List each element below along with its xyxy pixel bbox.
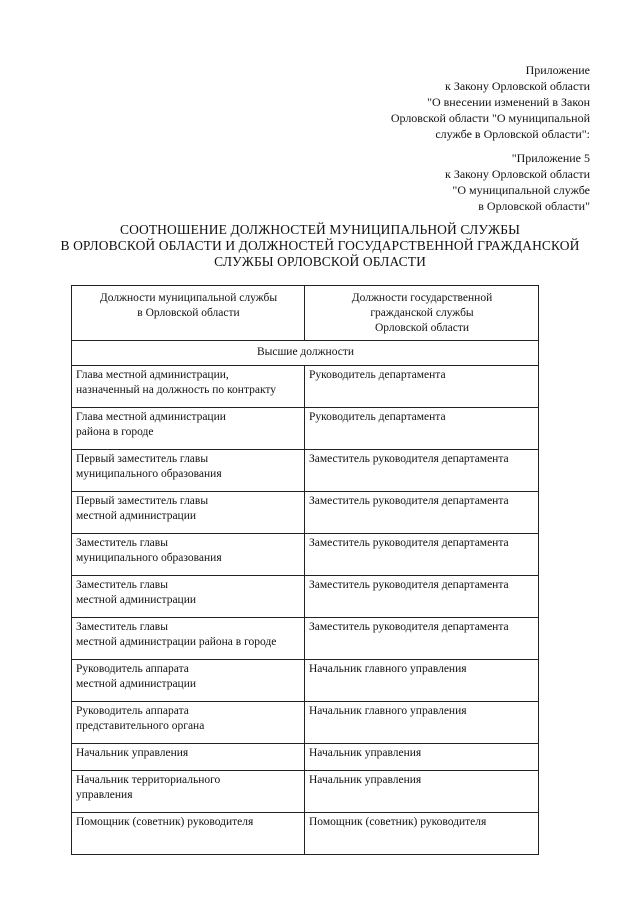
appendix5-header-line: к Закону Орловской области — [445, 167, 590, 181]
municipal-position-cell — [72, 660, 305, 702]
appendix5-header — [445, 150, 590, 214]
table-row — [72, 408, 539, 450]
appendix5-header-line: в Орловской области" — [478, 199, 590, 213]
cell-text: Заместитель руководителя департамента — [309, 453, 509, 465]
table-row — [72, 576, 539, 618]
state-position-cell — [305, 771, 539, 813]
header-line: Орловской области — [374, 322, 470, 334]
cell-text: района в городе — [76, 426, 154, 438]
cell-text: Заместитель руководителя департамента — [309, 495, 509, 507]
municipal-position-cell — [72, 408, 305, 450]
cell-text: Начальник управления — [309, 747, 422, 759]
cell-text: представительного органа — [76, 720, 205, 732]
cell-text: Начальник главного управления — [309, 705, 467, 717]
header-state-positions — [305, 286, 539, 341]
state-position-cell — [305, 618, 539, 660]
cell-text: Начальник управления — [76, 747, 189, 759]
state-position-cell — [305, 576, 539, 618]
cell-text: Начальник территориального — [76, 774, 221, 786]
appendix-header-line: Приложение — [525, 63, 590, 77]
state-position-cell — [305, 492, 539, 534]
cell-text: Первый заместитель главы — [76, 495, 209, 507]
state-position-cell — [305, 660, 539, 702]
header-line: в Орловской области — [137, 307, 240, 319]
cell-text: местной администрации района в городе — [76, 636, 277, 648]
cell-text: Заместитель главы — [76, 537, 168, 549]
municipal-position-cell — [72, 618, 305, 660]
table-row — [72, 618, 539, 660]
cell-text: местной администрации — [76, 594, 197, 606]
cell-text: Помощник (советник) руководителя — [76, 816, 254, 828]
document-title-line: В ОРЛОВСКОЙ ОБЛАСТИ И ДОЛЖНОСТЕЙ ГОСУДАРСТВЕННОЙ ГРАЖДАНСКОЙ — [60, 238, 580, 253]
municipal-position-cell — [72, 450, 305, 492]
cell-text: Глава местной администрации — [76, 411, 226, 423]
municipal-position-cell — [72, 576, 305, 618]
state-position-cell — [305, 534, 539, 576]
state-position-cell — [305, 408, 539, 450]
appendix-header-line: "О внесении изменений в Закон — [427, 95, 590, 109]
table-row — [72, 813, 539, 855]
cell-text: Глава местной администрации, — [76, 369, 229, 381]
table-row — [72, 534, 539, 576]
document-title-line: СЛУЖБЫ ОРЛОВСКОЙ ОБЛАСТИ — [214, 254, 426, 269]
cell-text: Начальник управления — [309, 774, 422, 786]
document-title — [40, 222, 600, 270]
appendix-header-line: к Закону Орловской области — [445, 79, 590, 93]
cell-text: Руководитель аппарата — [76, 705, 189, 717]
municipal-position-cell — [72, 813, 305, 855]
table-row — [72, 366, 539, 408]
table-row — [72, 660, 539, 702]
cell-text: Заместитель главы — [76, 579, 168, 591]
section-row — [72, 341, 539, 366]
table-header-row — [72, 286, 539, 341]
section-title: Высшие должности — [72, 341, 539, 366]
appendix-header-line: службе в Орловской области": — [435, 127, 590, 141]
appendix5-header-line: "О муниципальной службе — [452, 183, 590, 197]
cell-text: Руководитель аппарата — [76, 663, 189, 675]
cell-text: Первый заместитель главы — [76, 453, 209, 465]
cell-text: Начальник главного управления — [309, 663, 467, 675]
appendix5-header-line: "Приложение 5 — [511, 151, 590, 165]
table-row — [72, 744, 539, 771]
cell-text: управления — [76, 789, 133, 801]
header-municipal-positions — [72, 286, 305, 341]
municipal-position-cell — [72, 534, 305, 576]
state-position-cell — [305, 366, 539, 408]
cell-text: местной администрации — [76, 510, 197, 522]
appendix-header-line: Орловской области "О муниципальной — [390, 111, 590, 125]
cell-text: Заместитель главы — [76, 621, 168, 633]
cell-text: Заместитель руководителя департамента — [309, 579, 509, 591]
header-line: Должности государственной — [351, 292, 493, 304]
municipal-position-cell — [72, 702, 305, 744]
cell-text: Руководитель департамента — [309, 369, 446, 381]
municipal-position-cell — [72, 366, 305, 408]
state-position-cell — [305, 813, 539, 855]
document-title-line: СООТНОШЕНИЕ ДОЛЖНОСТЕЙ МУНИЦИПАЛЬНОЙ СЛУЖБЫ — [120, 222, 520, 237]
state-position-cell — [305, 744, 539, 771]
positions-correspondence-table — [71, 285, 539, 855]
table-row — [72, 450, 539, 492]
cell-text: муниципального образования — [76, 468, 222, 480]
table-row — [72, 771, 539, 813]
table-row — [72, 702, 539, 744]
cell-text: назначенный на должность по контракту — [76, 384, 277, 396]
header-line: гражданской службы — [370, 307, 474, 319]
cell-text: Заместитель руководителя департамента — [309, 621, 509, 633]
municipal-position-cell — [72, 771, 305, 813]
header-line: Должности муниципальной службы — [99, 292, 278, 304]
cell-text: муниципального образования — [76, 552, 222, 564]
cell-text: Руководитель департамента — [309, 411, 446, 423]
cell-text: местной администрации — [76, 678, 197, 690]
state-position-cell — [305, 702, 539, 744]
municipal-position-cell — [72, 744, 305, 771]
cell-text: Заместитель руководителя департамента — [309, 537, 509, 549]
appendix-header — [391, 62, 590, 142]
cell-text: Помощник (советник) руководителя — [309, 816, 487, 828]
table-row — [72, 492, 539, 534]
state-position-cell — [305, 450, 539, 492]
municipal-position-cell — [72, 492, 305, 534]
